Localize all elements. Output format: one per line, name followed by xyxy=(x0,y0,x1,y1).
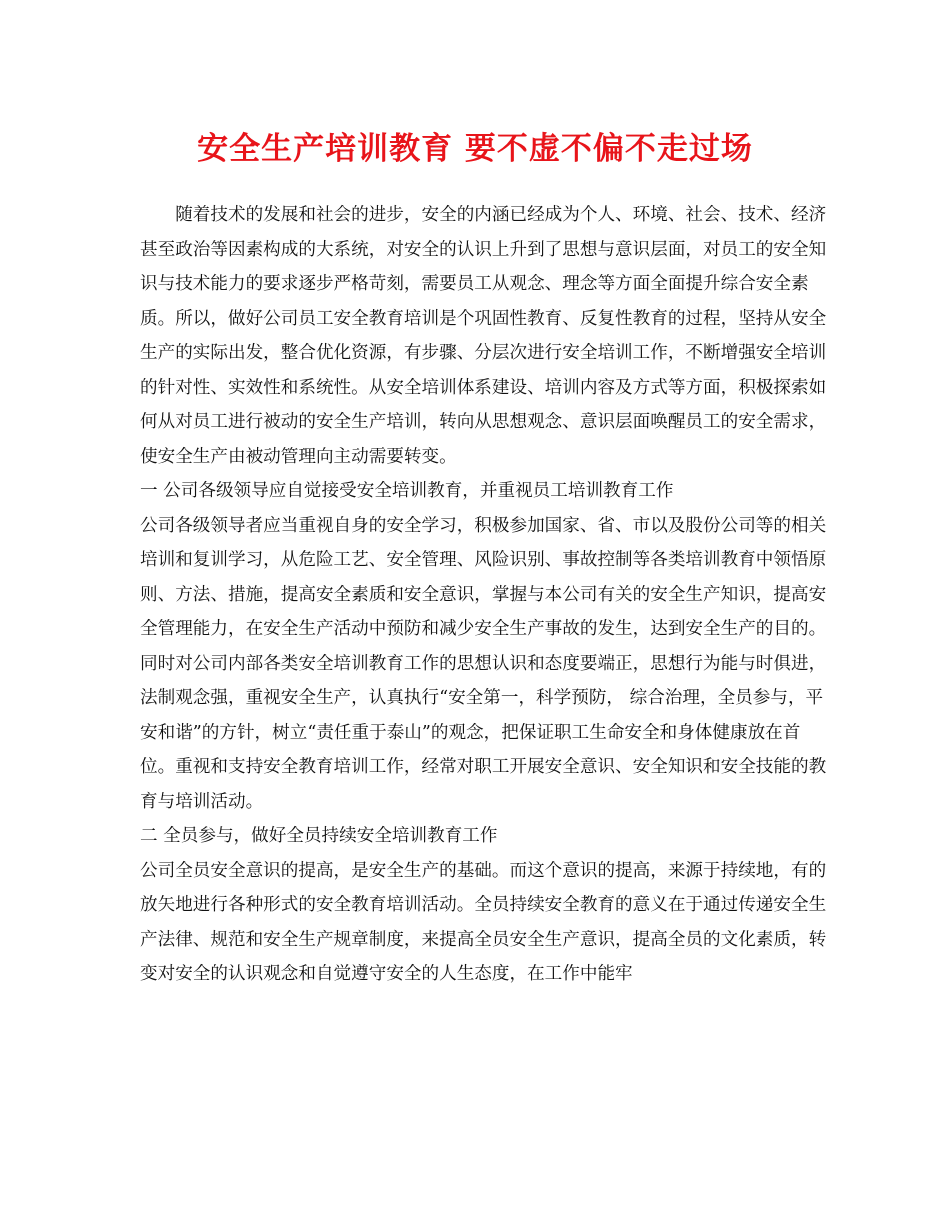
section-1-paragraph-1: 公司各级领导者应当重视自身的安全学习，积极参加国家、省、市以及股份公司等的相关培训和复训学习，从危险工艺、安全管理、风险识别、事故控制等各类培训教育中领悟原则、方法、措施，提高安全素质和安全意识，掌握与本公司有关的安全生产知识，提高安全管理能力，在安全生产活动中预防和减少安全生产事故的发生，达到安全生产的目的。 xyxy=(140,515,827,639)
intro-paragraph: 随着技术的发展和社会的进步，安全的内涵已经成为个人、环境、社会、技术、经济甚至政治等因素构成的大系统，对安全的认识上升到了思想与意识层面，对员工的安全知识与技术能力的要求逐步严格苛刻，需要员工从观念、理念等方面全面提升综合安全素质。所以，做好公司员工安全教育培训是个巩固性教育、反复性教育的过程，坚持从安全生产的实际出发，整合优化资源，有步骤、分层次进行安全培训工作，不断增强安全培训的针对性、实效性和系统性。从安全培训体系建设、培训内容及方式等方面，积极探索如何从对员工进行被动的安全生产培训，转向从思想观念、意识层面唤醒员工的安全需求，使安全生产由被动管理向主动需要转变。 xyxy=(140,205,827,467)
section-1-heading: 一 公司各级领导应自觉接受安全培训教育，并重视员工培训教育工作 xyxy=(140,481,674,501)
section-2-heading: 二 全员参与，做好全员持续安全培训教育工作 xyxy=(140,826,498,846)
section-1-paragraph-2: 同时对公司内部各类安全培训教育工作的思想认识和态度要端正，思想行为能与时俱进，法制观念强，重视安全生产，认真执行“安全第一，科学预防， 综合治理，全员参与，平安和谐”的方针，树立“责任重于泰山”的观念，把保证职工生命安全和身体健康放在首位。重视和支持安全教育培训工作，经常对职工开展安全意识、安全知识和安全技能的教育与培训活动。 xyxy=(140,653,827,812)
document-body xyxy=(140,198,830,992)
document-title: 安全生产培训教育 要不虚不偏不走过场 xyxy=(197,131,753,167)
section-2-paragraph-1: 公司全员安全意识的提高，是安全生产的基础。而这个意识的提高，来源于持续地，有的放矢地进行各种形式的安全教育培训活动。全员持续安全教育的意义在于通过传递安全生产法律、规范和安全生产规章制度，来提高全员安全生产意识，提高全员的文化素质，转变对安全的认识观念和自觉遵守安全的人生态度，在工作中能牢 xyxy=(140,860,827,984)
